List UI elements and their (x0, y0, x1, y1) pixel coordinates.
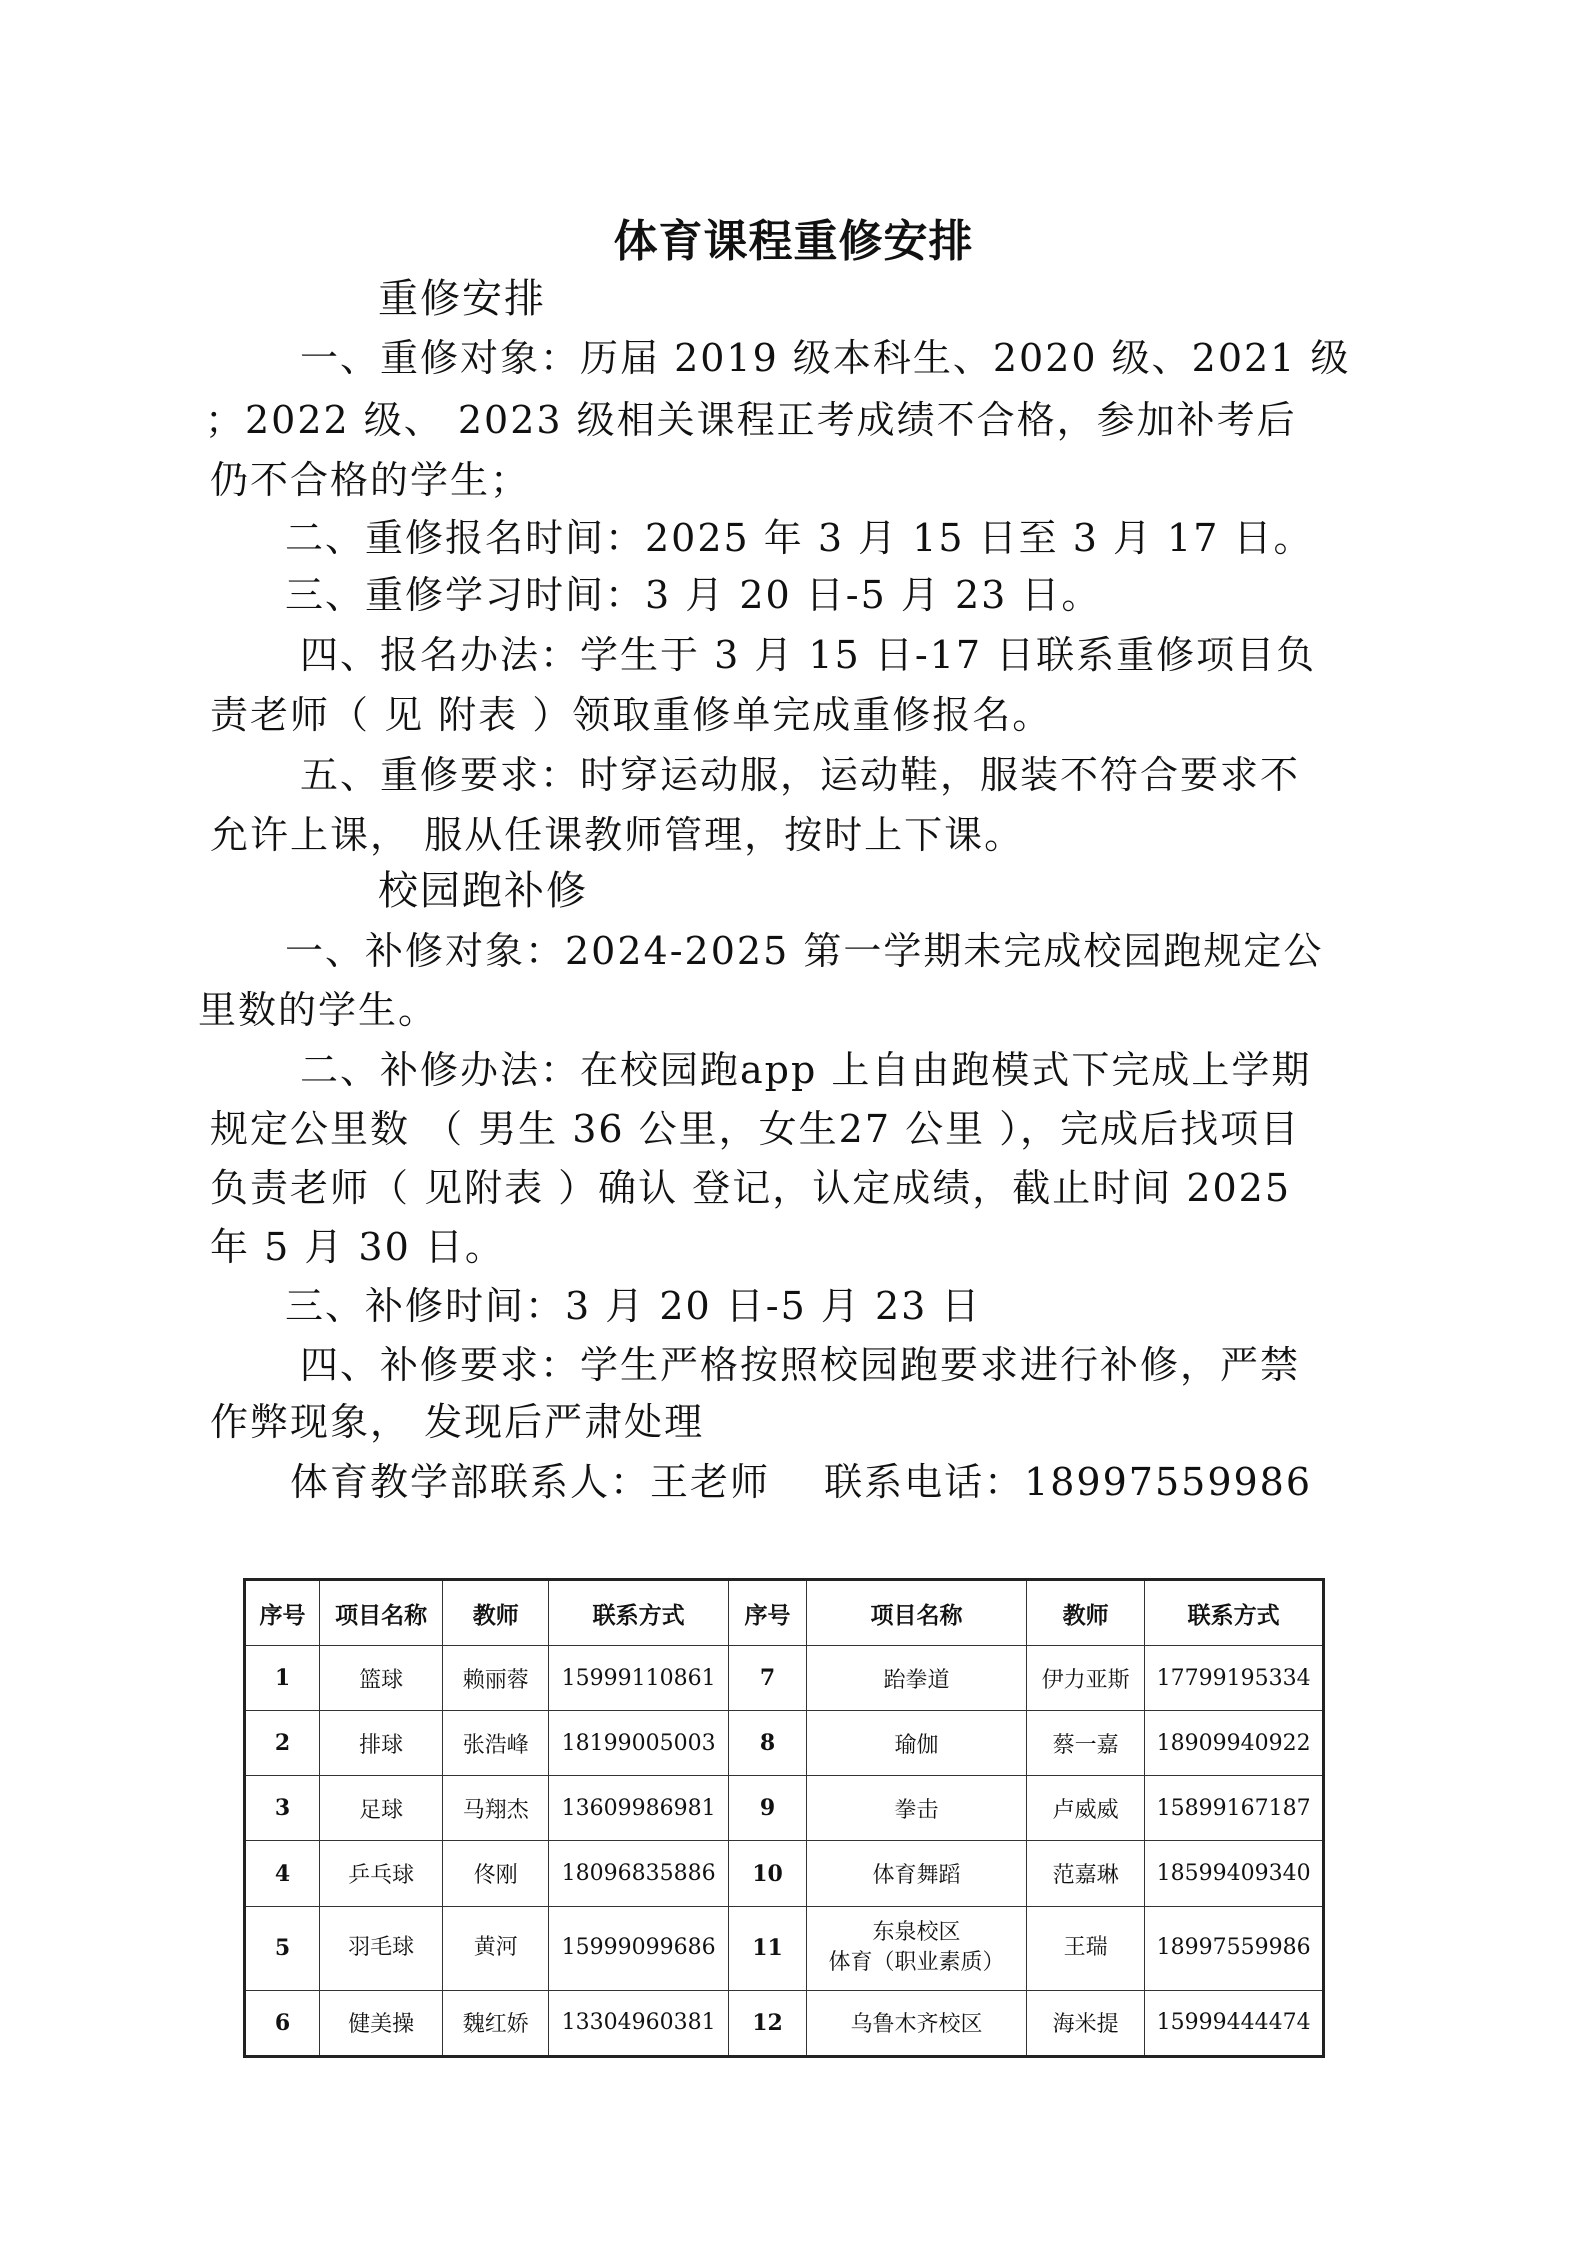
table-cell: 12 (729, 1990, 807, 2056)
header-cell: 序号 (245, 1580, 320, 1646)
table-cell: 佟刚 (443, 1841, 549, 1906)
table-cell: 羽毛球 (320, 1906, 443, 1990)
section-heading-retake: 重修安排 (378, 276, 546, 322)
table-cell: 魏红娇 (443, 1990, 549, 2056)
contact-line: 体育教学部联系人：王老师 联系电话：18997559986 (290, 1460, 1313, 1504)
retake-line: 四、报名办法：学生于 3 月 15 日-17 日联系重修项目负 (300, 633, 1317, 677)
page-title: 体育课程重修安排 (613, 216, 974, 267)
table-cell: 15899167187 (1145, 1776, 1324, 1841)
table-row (245, 1841, 1324, 1906)
table-cell: 2 (245, 1711, 320, 1776)
table-cell: 排球 (320, 1711, 443, 1776)
makeup-line: 二、补修办法：在校园跑app 上自由跑模式下完成上学期 (300, 1048, 1312, 1092)
table-cell: 4 (245, 1841, 320, 1906)
table-cell: 乒乓球 (320, 1841, 443, 1906)
makeup-line: 作弊现象， 发现后严肃处理 (210, 1400, 705, 1444)
retake-line: ；2022 级、 2023 级相关课程正考成绩不合格，参加补考后 (205, 398, 1297, 442)
table-cell: 张浩峰 (443, 1711, 549, 1776)
table-cell: 5 (245, 1906, 320, 1990)
table-cell: 13609986981 (549, 1776, 729, 1841)
header-cell: 教师 (1027, 1580, 1145, 1646)
table-cell: 拳击 (807, 1776, 1027, 1841)
retake-line: 允许上课， 服从任课教师管理，按时上下课。 (210, 813, 1025, 857)
retake-line: 一、重修对象：历届 2019 级本科生、2020 级、2021 级 (300, 336, 1351, 380)
makeup-line: 年 5 月 30 日。 (210, 1225, 505, 1269)
table-cell: 9 (729, 1776, 807, 1841)
table-cell: 7 (729, 1646, 807, 1711)
table-row (245, 1776, 1324, 1841)
makeup-line: 四、补修要求：学生严格按照校园跑要求进行补修，严禁 (300, 1343, 1301, 1387)
retake-line: 责老师（ 见 附表 ）领取重修单完成重修报名。 (210, 693, 1053, 737)
table-cell: 18096835886 (549, 1841, 729, 1906)
table-cell: 18199005003 (549, 1711, 729, 1776)
table-cell: 王瑞 (1027, 1906, 1145, 1990)
table-cell: 10 (729, 1841, 807, 1906)
table-row (245, 1646, 1324, 1711)
header-cell: 序号 (729, 1580, 807, 1646)
retake-line: 三、重修学习时间：3 月 20 日-5 月 23 日。 (285, 573, 1102, 617)
makeup-line: 负责老师（ 见附表 ）确认 登记，认定成绩，截止时间 2025 (210, 1166, 1292, 1210)
table-header-row (245, 1580, 1324, 1646)
table-cell: 伊力亚斯 (1027, 1646, 1145, 1711)
table-cell: 蔡一嘉 (1027, 1711, 1145, 1776)
table-cell: 15999099686 (549, 1906, 729, 1990)
retake-line: 仍不合格的学生； (210, 458, 531, 502)
table-cell: 8 (729, 1711, 807, 1776)
header-cell: 项目名称 (807, 1580, 1027, 1646)
table-row (245, 1906, 1324, 1990)
makeup-line: 规定公里数 （ 男生 36 公里，女生27 公里 ），完成后找项目 (210, 1107, 1301, 1151)
header-cell: 教师 (443, 1580, 549, 1646)
table-cell: 18997559986 (1145, 1906, 1324, 1990)
table-cell: 乌鲁木齐校区 (807, 1990, 1027, 2056)
table-cell: 瑜伽 (807, 1711, 1027, 1776)
table-cell: 范嘉琳 (1027, 1841, 1145, 1906)
table-cell: 17799195334 (1145, 1646, 1324, 1711)
table-cell: 1 (245, 1646, 320, 1711)
makeup-line: 一、补修对象：2024-2025 第一学期未完成校园跑规定公 (285, 929, 1324, 973)
header-cell: 联系方式 (549, 1580, 729, 1646)
table-cell: 卢威威 (1027, 1776, 1145, 1841)
table-cell: 赖丽蓉 (443, 1646, 549, 1711)
table-cell: 足球 (320, 1776, 443, 1841)
header-cell: 联系方式 (1145, 1580, 1324, 1646)
table-cell: 11 (729, 1906, 807, 1990)
table-cell: 黄河 (443, 1906, 549, 1990)
table-cell: 健美操 (320, 1990, 443, 2056)
table-cell: 马翔杰 (443, 1776, 549, 1841)
table-cell: 海米提 (1027, 1990, 1145, 2056)
table-row (245, 1990, 1324, 2056)
table-cell: 体育舞蹈 (807, 1841, 1027, 1906)
table-cell: 跆拳道 (807, 1646, 1027, 1711)
table-cell: 18909940922 (1145, 1711, 1324, 1776)
makeup-line: 里数的学生。 (198, 988, 439, 1032)
header-cell: 项目名称 (320, 1580, 443, 1646)
makeup-line: 三、补修时间：3 月 20 日-5 月 23 日 (285, 1284, 982, 1328)
table-cell: 篮球 (320, 1646, 443, 1711)
retake-line: 五、重修要求：时穿运动服，运动鞋，服装不符合要求不 (300, 753, 1301, 797)
table-cell: 15999444474 (1145, 1990, 1324, 2056)
teacher-contact-table (243, 1578, 1325, 2058)
table-cell: 15999110861 (549, 1646, 729, 1711)
table-cell: 3 (245, 1776, 320, 1841)
retake-line: 二、重修报名时间：2025 年 3 月 15 日至 3 月 17 日。 (285, 516, 1314, 560)
table-cell: 6 (245, 1990, 320, 2056)
table-cell: 18599409340 (1145, 1841, 1324, 1906)
section-heading-makeup: 校园跑补修 (378, 868, 588, 914)
table-row (245, 1711, 1324, 1776)
table-cell: 东泉校区 体育（职业素质） (807, 1906, 1027, 1990)
table-cell: 13304960381 (549, 1990, 729, 2056)
